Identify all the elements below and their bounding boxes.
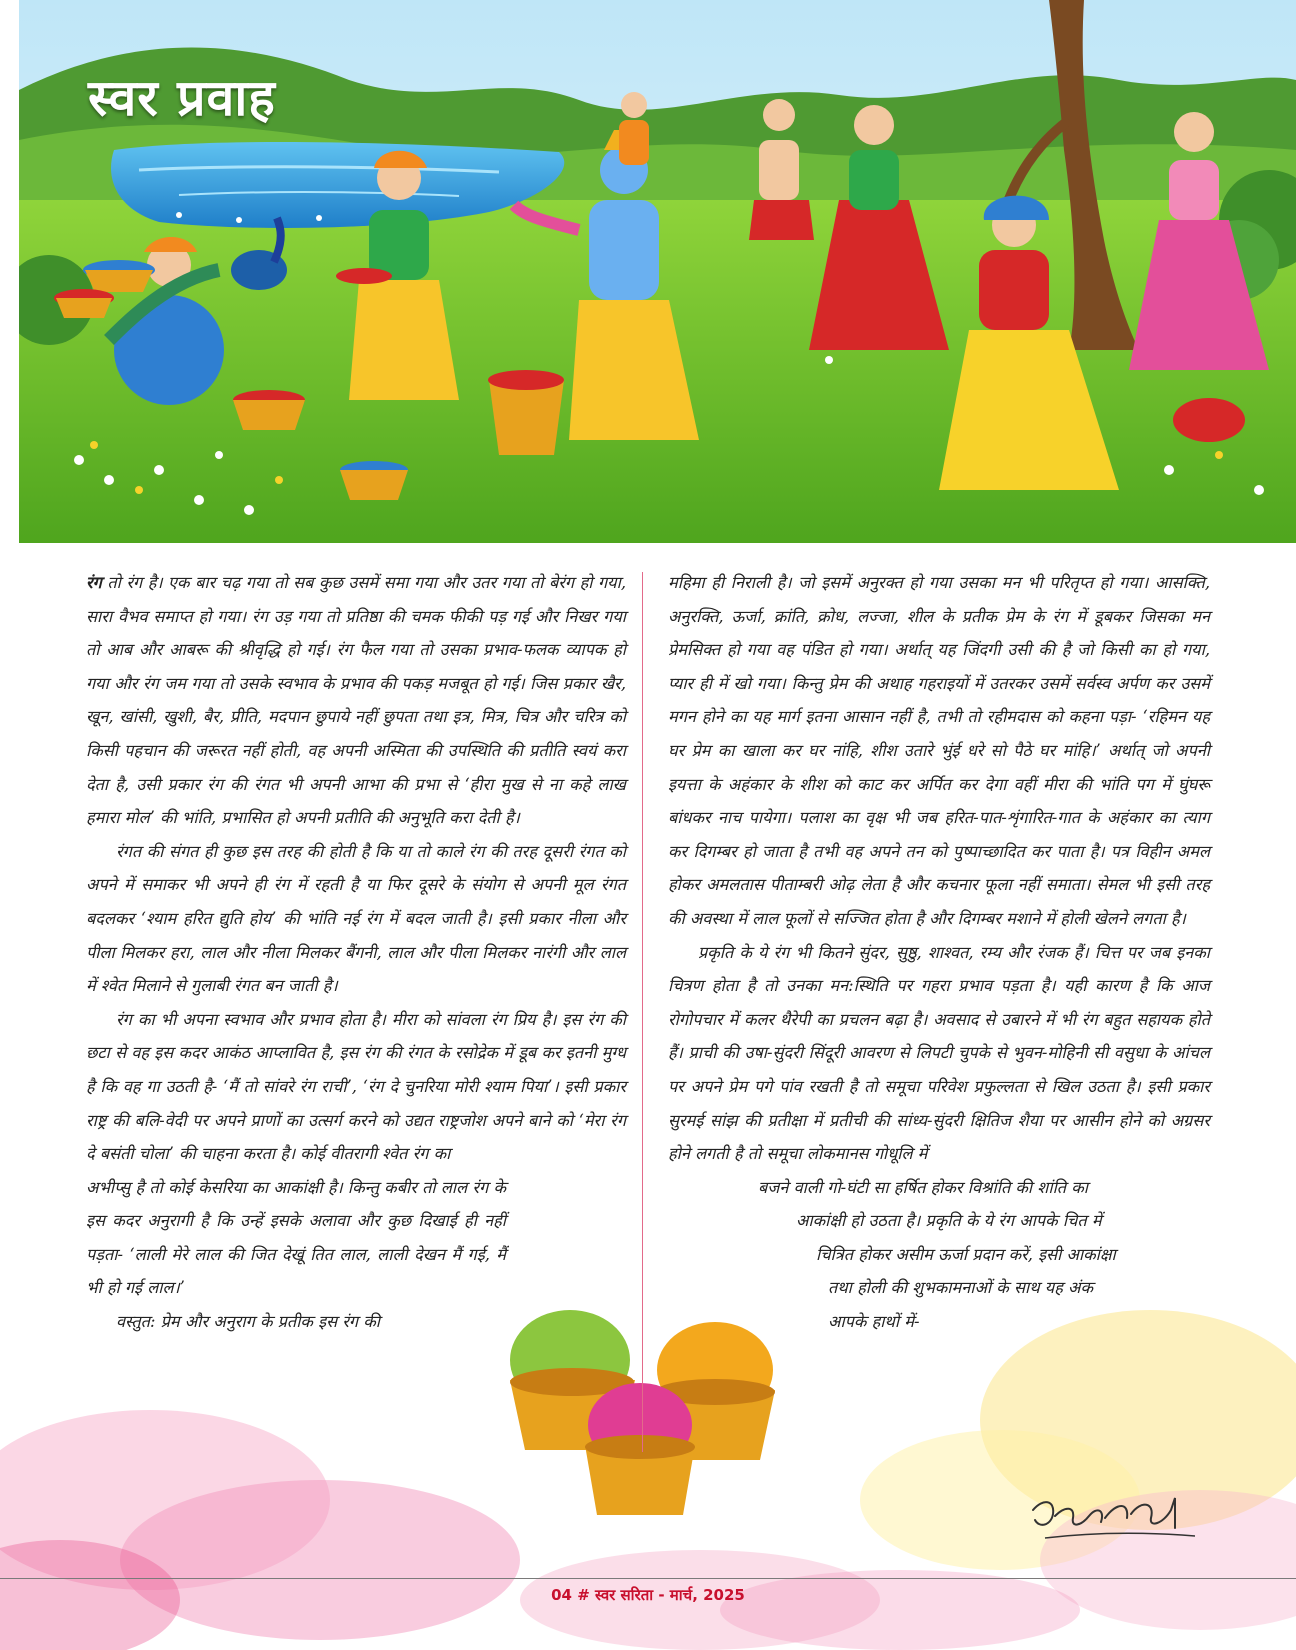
article-right-column <box>668 566 1210 1339</box>
paragraph-3-continued: अभीप्सु है तो कोई केसरिया का आकांक्षी है। किन्तु कबीर तो लाल रंग के इस कदर अनुरागी है कि उन्हें इसके अलावा और कुछ दिखाई ही नहीं पड़ता- ‘लाली मेरे लाल की जित देखूं तित लाल, लाली देखन मैं गई, मैं भी हो गई लाल।’ <box>86 1177 506 1298</box>
paragraph-6-line-2: आकांक्षी हो उठता है। प्रकृति के ये रंग आपके चित में <box>796 1211 1102 1231</box>
editor-signature <box>1025 1488 1205 1548</box>
paragraph-6-line-1: बजने वाली गो-घंटी सा हर्षित होकर विश्रांति की शांति का <box>758 1177 1088 1197</box>
paragraph-6-line-5: आपके हाथों में- <box>828 1312 920 1332</box>
section-title: स्वर प्रवाह <box>88 68 276 127</box>
paragraph-4: वस्तुत: प्रेम और अनुराग के प्रतीक इस रंग की <box>116 1312 380 1332</box>
paragraph-6: प्रकृति के ये रंग भी कितने सुंदर, सुष्ठु, शाश्वत, रम्य और रंजक हैं। चित्त पर जब इनका चित्रण होता है तो उनका मन:स्थिति पर गहरा प्रभाव पड़ता है। यही कारण है कि आज रोगोपचार में कलर थैरेपी का प्रचलन बढ़ा है। अवसाद से उबारने में भी रंग बहुत सहायक होते हैं। प्राची की उषा-सुंदरी सिंदूरी आवरण से लिपटी चुपके से भुवन-मोहिनी सी वसुधा के आंचल पर अपने प्रेम पगे पांव रखती है तो समूचा परिवेश प्रफुल्लता से खिल उठता है। इसी प्रकार सुरमई सांझ की प्रतीक्षा में प्रतीची की सांध्य-सुंदरी क्षितिज शैया पर आसीन होने को अग्रसर होने लगती है तो समूचा लोकमानस गोधूलि में <box>668 942 1210 1164</box>
paragraph-6-line-3: चित्रित होकर असीम ऊर्जा प्रदान करें, इसी आकांक्षा <box>816 1244 1116 1264</box>
page-footer: 04 # स्वर सरिता - मार्च, 2025 <box>551 1586 745 1604</box>
paragraph-5: महिमा ही निराली है। जो इसमें अनुरक्त हो गया उसका मन भी परितृप्त हो गया। आसक्ति, अनुरक्ति, ऊर्जा, क्रांति, क्रोध, लज्जा, शील के प्रतीक प्रेम के रंग में डूबकर जिसका मन प्रेमसिक्त हो गया वह पंडित हो गया। अर्थात् यह जिंदगी उसी की है जो किसी का हो गया, प्यार ही में खो गया। किन्तु प्रेम की अथाह गहराइयों में उतरकर उसमें सर्वस्व अर्पण कर उसमें मगन होने का यह मार्ग इतना आसान नहीं है, तभी तो रहीमदास को कहना पड़ा- ‘रहिमन यह घर प्रेम का खाला कर घर नांहि, शीश उतारे भुंई धरे सो पैठे घर मांहि।’ अर्थात् जो अपनी इयत्ता के अहंकार के शीश को काट कर अर्पित कर देगा वहीं मीरा की भांति पग में घुंघरू बांधकर नाच पायेगा। पलाश का वृक्ष भी जब हरित-पात-शृंगारित-गात के अहंकार का त्याग कर दिगम्बर हो जाता है तभी वह अपने तन को पुष्पाच्छादित कर पाता है। पत्र विहीन अमल होकर अमलतास पीताम्बरी ओढ़ लेता है और कचनार फूला नहीं समाता। सेमल भी इसी तरह की अवस्था में लाल फूलों से सज्जित होता है और दिगम्बर मशाने में होली खेलने लगता है। <box>668 573 1211 928</box>
paragraph-6-line-4: तथा होली की शुभकामनाओं के साथ यह अंक <box>828 1278 1093 1298</box>
paragraph-3: रंग का भी अपना स्वभाव और प्रभाव होता है। मीरा को सांवला रंग प्रिय है। इस रंग की छटा से वह इस कदर आकंठ आप्लावित है, इस रंग की रंगत के रसोद्रेक में डूब कर इतनी मुग्ध है कि वह गा उठती है- ‘मैं तो सांवरे रंग राची’, ‘रंग दे चुनरिया मोरी श्याम पिया’। इसी प्रकार राष्ट्र की बलि-वेदी पर अपने प्राणों का उत्सर्ग करने को उद्यत राष्ट्रजोश अपने बाने को ‘मेरा रंग दे बसंती चोला’ की चाहना करता है। कोई वीतरागी श्वेत रंग का <box>86 1009 626 1164</box>
paragraph-2: रंगत की संगत ही कुछ इस तरह की होती है कि या तो काले रंग की तरह दूसरी रंगत को अपने में समाकर भी अपने ही रंग में रहती है या फिर दूसरे के संयोग से अपनी मूल रंगत बदलकर ‘श्याम हरित द्युति होय’ की भांति नई रंग में बदल जाती है। इसी प्रकार नीला और पीला मिलकर हरा, लाल और नीला मिलकर बैंगनी, लाल और पीला मिलकर नारंगी और लाल में श्वेत मिलाने से गुलाबी रंगत बन जाती है। <box>86 841 626 996</box>
paragraph-1 <box>86 566 626 835</box>
lead-word: रंग <box>86 573 102 592</box>
column-divider <box>642 572 643 1452</box>
paragraph-1-text: तो रंग है। एक बार चढ़ गया तो सब कुछ उसमें समा गया और उतर गया तो बेरंग हो गया, सारा वैभव समाप्त हो गया। रंग उड़ गया तो प्रतिष्ठा की चमक फीकी पड़ गई और निखर गया तो आब और आबरू की श्रीवृद्धि हो गई। रंग फैल गया तो उसका प्रभाव-फलक व्यापक हो गया और रंग जम गया तो उसके स्वभाव के प्रभाव की पकड़ मजबूत हो गई। जिस प्रकार खैर, खून, खांसी, खुशी, बैर, प्रीति, मदपान छुपाये नहीं छुपता तथा इत्र, मित्र, चित्र और चरित्र को किसी पहचान की जरूरत नहीं होती, वह अपनी अस्मिता की उपस्थिति की प्रतीति स्वयं करा देता है, उसी प्रकार रंग की रंगत भी अपनी आभा की प्रभा से ‘हीरा मुख से ना कहे लाख हमारा मोल’ की भांति, प्रभासित हो अपनी प्रतीति की अनुभूति करा देती है। <box>86 573 626 828</box>
article-left-column <box>86 566 626 1339</box>
footer-rule <box>0 1578 1296 1579</box>
